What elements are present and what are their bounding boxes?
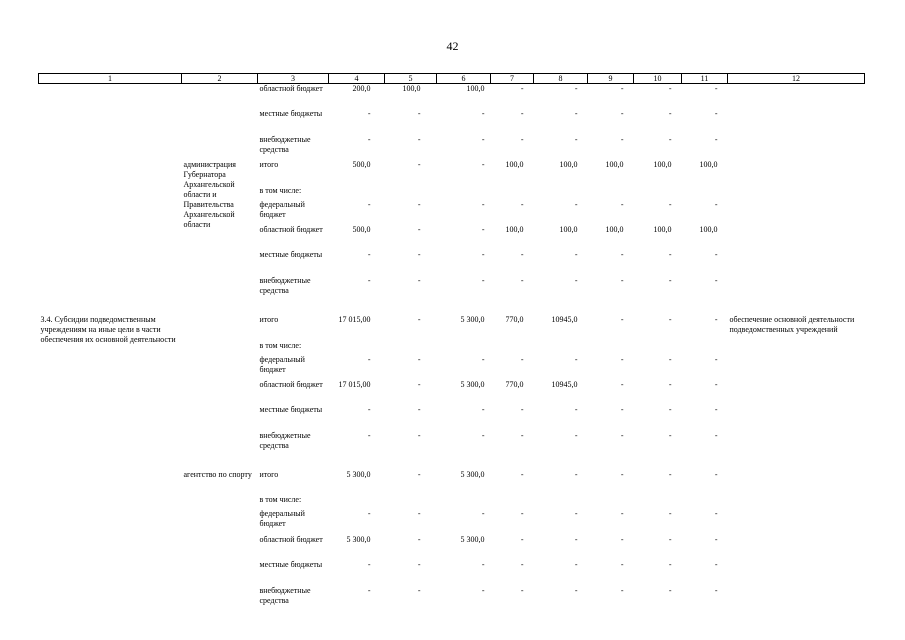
amount-cell: -	[620, 109, 624, 119]
amount-cell: -	[668, 560, 672, 570]
column-header: 5	[385, 74, 437, 84]
amount-cell: -	[417, 560, 421, 570]
amount-cell: -	[620, 354, 624, 364]
amount-cell: -	[367, 430, 371, 440]
amount-cell: -	[574, 109, 578, 119]
amount-cell: -	[367, 109, 371, 119]
amount-cell: -	[714, 509, 718, 519]
amount-cell: 100,0	[402, 84, 421, 93]
amount-cell: -	[620, 405, 624, 415]
funding-source-label: итого	[259, 160, 279, 170]
amount-cell: -	[620, 430, 624, 440]
amount-cell: 5 300,0	[460, 315, 485, 325]
amount-cell: -	[620, 199, 624, 209]
funding-source-label: местные бюджеты	[259, 405, 323, 415]
amount-cell: -	[417, 199, 421, 209]
event-name	[39, 84, 182, 161]
amount-cell: -	[520, 534, 524, 544]
amount-cell: -	[481, 224, 485, 234]
amount-cell: -	[714, 585, 718, 595]
amount-cell: 10945,0	[551, 379, 578, 389]
amount-cell: -	[714, 315, 718, 325]
amount-cell: 100,0	[699, 160, 718, 170]
amount-cell: -	[520, 354, 524, 364]
amount-cell: 5 300,0	[346, 470, 371, 480]
funding-source-label: местные бюджеты	[259, 250, 323, 260]
block-spacer	[39, 301, 865, 315]
amount-cell: -	[417, 275, 421, 285]
amount-cell: -	[574, 470, 578, 480]
amount-cell: -	[668, 379, 672, 389]
amount-cell: -	[520, 585, 524, 595]
amount-cell: 770,0	[505, 379, 524, 389]
amount-cell	[682, 341, 728, 355]
amount-cell: -	[481, 160, 485, 170]
amount-cell	[491, 341, 534, 355]
expected-result	[728, 160, 865, 301]
column-header: 6	[437, 74, 491, 84]
funding-source-label: в том числе:	[259, 340, 302, 350]
funding-source-label: внебюджетные средства	[259, 430, 311, 450]
amount-cell: -	[574, 84, 578, 93]
amount-cell	[385, 186, 437, 200]
expected-result	[728, 470, 865, 611]
amount-cell: -	[620, 560, 624, 570]
amount-cell: -	[620, 470, 624, 480]
amount-cell: -	[367, 250, 371, 260]
funding-source-label: областной бюджет	[259, 224, 323, 234]
event-name: 3.4. Субсидии подведомственным учреждениям на иные цели в части обеспечения их основной деятельности	[40, 315, 176, 345]
amount-cell: 100,0	[466, 84, 485, 93]
funding-source-label: внебюджетные средства	[259, 275, 311, 295]
amount-cell: -	[520, 109, 524, 119]
amount-cell: -	[574, 275, 578, 285]
amount-cell: -	[668, 405, 672, 415]
funding-source-label: местные бюджеты	[259, 109, 323, 119]
funding-source-label: областной бюджет	[259, 534, 323, 544]
amount-cell: -	[668, 585, 672, 595]
amount-cell: -	[620, 585, 624, 595]
amount-cell: -	[714, 84, 718, 93]
amount-cell: -	[367, 585, 371, 595]
funding-source-label: областной бюджет	[259, 379, 323, 389]
amount-cell: -	[481, 430, 485, 440]
column-header: 2	[182, 74, 258, 84]
amount-cell	[588, 341, 634, 355]
column-header: 11	[682, 74, 728, 84]
amount-cell	[329, 186, 385, 200]
amount-cell: -	[520, 405, 524, 415]
amount-cell: -	[481, 134, 485, 144]
amount-cell	[437, 495, 491, 509]
amount-cell	[491, 495, 534, 509]
amount-cell: -	[481, 109, 485, 119]
amount-cell: -	[714, 560, 718, 570]
page-number: 42	[446, 39, 459, 53]
amount-cell: -	[620, 315, 624, 325]
amount-cell: -	[520, 470, 524, 480]
funding-source-label: федеральный бюджет	[259, 509, 305, 529]
amount-cell	[534, 495, 588, 509]
amount-cell	[491, 186, 534, 200]
amount-cell: 100,0	[699, 224, 718, 234]
funding-source-label: в том числе:	[259, 495, 302, 505]
program-financing-table	[38, 73, 865, 611]
table-body	[39, 84, 865, 612]
amount-cell: -	[668, 509, 672, 519]
block-spacer	[39, 456, 865, 470]
amount-cell: 100,0	[505, 160, 524, 170]
amount-cell: -	[668, 250, 672, 260]
amount-cell: -	[481, 585, 485, 595]
amount-cell: -	[714, 199, 718, 209]
amount-cell: -	[417, 405, 421, 415]
amount-cell: -	[574, 134, 578, 144]
amount-cell: 5 300,0	[460, 379, 485, 389]
column-header: 8	[534, 74, 588, 84]
amount-cell	[682, 495, 728, 509]
funding-source-label: областной бюджет	[259, 84, 323, 93]
responsible-executor: администрация Губернатора Архангельской области и Правительства Архангельской области	[183, 160, 236, 230]
amount-cell: -	[481, 250, 485, 260]
amount-cell: -	[417, 224, 421, 234]
responsible-executor	[182, 84, 258, 161]
amount-cell: 17 015,00	[338, 315, 371, 325]
amount-cell: -	[714, 134, 718, 144]
amount-cell: -	[620, 250, 624, 260]
amount-cell: -	[520, 134, 524, 144]
amount-cell: -	[520, 275, 524, 285]
amount-cell: -	[367, 199, 371, 209]
amount-cell	[634, 186, 682, 200]
amount-cell: -	[620, 379, 624, 389]
amount-cell	[588, 186, 634, 200]
column-header: 1	[39, 74, 182, 84]
amount-cell	[682, 186, 728, 200]
amount-cell	[385, 495, 437, 509]
amount-cell: -	[668, 430, 672, 440]
amount-cell: 100,0	[559, 160, 578, 170]
funding-source-label: итого	[259, 315, 279, 325]
amount-cell: -	[668, 354, 672, 364]
amount-cell: -	[417, 470, 421, 480]
amount-cell: 770,0	[505, 315, 524, 325]
amount-cell: -	[481, 354, 485, 364]
amount-cell: 100,0	[605, 160, 624, 170]
amount-cell: 100,0	[653, 160, 672, 170]
amount-cell: -	[417, 379, 421, 389]
amount-cell: -	[367, 354, 371, 364]
funding-source-label: внебюджетные средства	[259, 134, 311, 154]
amount-cell: 500,0	[352, 224, 371, 234]
amount-cell: -	[668, 315, 672, 325]
amount-cell	[588, 495, 634, 509]
amount-cell: -	[417, 354, 421, 364]
amount-cell: -	[574, 405, 578, 415]
event-name	[39, 160, 182, 301]
amount-cell: -	[574, 199, 578, 209]
amount-cell: -	[574, 354, 578, 364]
amount-cell: -	[574, 430, 578, 440]
amount-cell: 100,0	[559, 224, 578, 234]
financing-row	[39, 160, 865, 185]
amount-cell: -	[481, 275, 485, 285]
amount-cell: -	[367, 405, 371, 415]
amount-cell: -	[574, 560, 578, 570]
amount-cell: -	[367, 509, 371, 519]
funding-source-label: внебюджетные средства	[259, 585, 311, 605]
amount-cell: -	[714, 470, 718, 480]
responsible-executor: агентство по спорту	[183, 470, 252, 480]
amount-cell: 5 300,0	[460, 534, 485, 544]
amount-cell: -	[417, 534, 421, 544]
amount-cell: -	[481, 405, 485, 415]
amount-cell: -	[620, 84, 624, 93]
amount-cell: -	[520, 250, 524, 260]
amount-cell: -	[481, 509, 485, 519]
amount-cell: -	[668, 275, 672, 285]
amount-cell: -	[714, 250, 718, 260]
amount-cell: 17 015,00	[338, 379, 371, 389]
amount-cell: 500,0	[352, 160, 371, 170]
amount-cell: -	[481, 199, 485, 209]
amount-cell: -	[367, 134, 371, 144]
amount-cell: -	[574, 250, 578, 260]
amount-cell: 200,0	[352, 84, 371, 93]
expected-result: обеспечение основной деятельности подведомственных учреждений	[729, 315, 855, 335]
amount-cell: -	[714, 534, 718, 544]
amount-cell: -	[668, 199, 672, 209]
amount-cell: -	[417, 250, 421, 260]
responsible-executor	[182, 315, 258, 456]
amount-cell: -	[668, 134, 672, 144]
amount-cell: -	[714, 275, 718, 285]
amount-cell	[329, 341, 385, 355]
amount-cell	[385, 341, 437, 355]
amount-cell: -	[714, 109, 718, 119]
amount-cell: 100,0	[653, 224, 672, 234]
amount-cell: -	[417, 134, 421, 144]
funding-source-label: в том числе:	[259, 185, 302, 195]
amount-cell: -	[574, 585, 578, 595]
financing-row	[39, 84, 865, 110]
financing-row	[39, 470, 865, 495]
amount-cell: -	[714, 405, 718, 415]
amount-cell: -	[520, 430, 524, 440]
amount-cell: -	[417, 430, 421, 440]
amount-cell: -	[481, 560, 485, 570]
column-header: 9	[588, 74, 634, 84]
amount-cell: -	[574, 509, 578, 519]
amount-cell	[634, 495, 682, 509]
amount-cell: -	[520, 84, 524, 93]
funding-source-label: федеральный бюджет	[259, 354, 305, 374]
amount-cell	[534, 341, 588, 355]
column-header: 3	[258, 74, 329, 84]
amount-cell: -	[668, 109, 672, 119]
amount-cell	[329, 495, 385, 509]
amount-cell	[437, 186, 491, 200]
amount-cell: -	[417, 509, 421, 519]
amount-cell: -	[417, 160, 421, 170]
event-name	[39, 470, 182, 611]
amount-cell: 100,0	[605, 224, 624, 234]
amount-cell: 100,0	[505, 224, 524, 234]
amount-cell: -	[574, 534, 578, 544]
amount-cell: -	[714, 430, 718, 440]
column-header: 7	[491, 74, 534, 84]
amount-cell: -	[714, 354, 718, 364]
amount-cell	[437, 341, 491, 355]
column-number-header	[39, 74, 865, 84]
amount-cell: -	[668, 534, 672, 544]
amount-cell: -	[417, 585, 421, 595]
amount-cell: -	[417, 109, 421, 119]
amount-cell: -	[520, 199, 524, 209]
column-header: 4	[329, 74, 385, 84]
column-header: 10	[634, 74, 682, 84]
amount-cell	[634, 341, 682, 355]
amount-cell: -	[620, 134, 624, 144]
amount-cell: -	[417, 315, 421, 325]
amount-cell: 5 300,0	[346, 534, 371, 544]
amount-cell: -	[668, 84, 672, 93]
financing-row	[39, 315, 865, 340]
amount-cell: -	[520, 509, 524, 519]
amount-cell: -	[668, 470, 672, 480]
funding-source-label: федеральный бюджет	[259, 199, 305, 219]
amount-cell: 10945,0	[551, 315, 578, 325]
amount-cell: -	[714, 379, 718, 389]
amount-cell: -	[367, 560, 371, 570]
amount-cell: 5 300,0	[460, 470, 485, 480]
amount-cell: -	[620, 509, 624, 519]
funding-source-label: итого	[259, 470, 279, 480]
amount-cell: -	[620, 534, 624, 544]
amount-cell: -	[620, 275, 624, 285]
column-header: 12	[728, 74, 865, 84]
amount-cell: -	[367, 275, 371, 285]
amount-cell: -	[520, 560, 524, 570]
amount-cell	[534, 186, 588, 200]
funding-source-label: местные бюджеты	[259, 560, 323, 570]
expected-result	[728, 84, 865, 161]
